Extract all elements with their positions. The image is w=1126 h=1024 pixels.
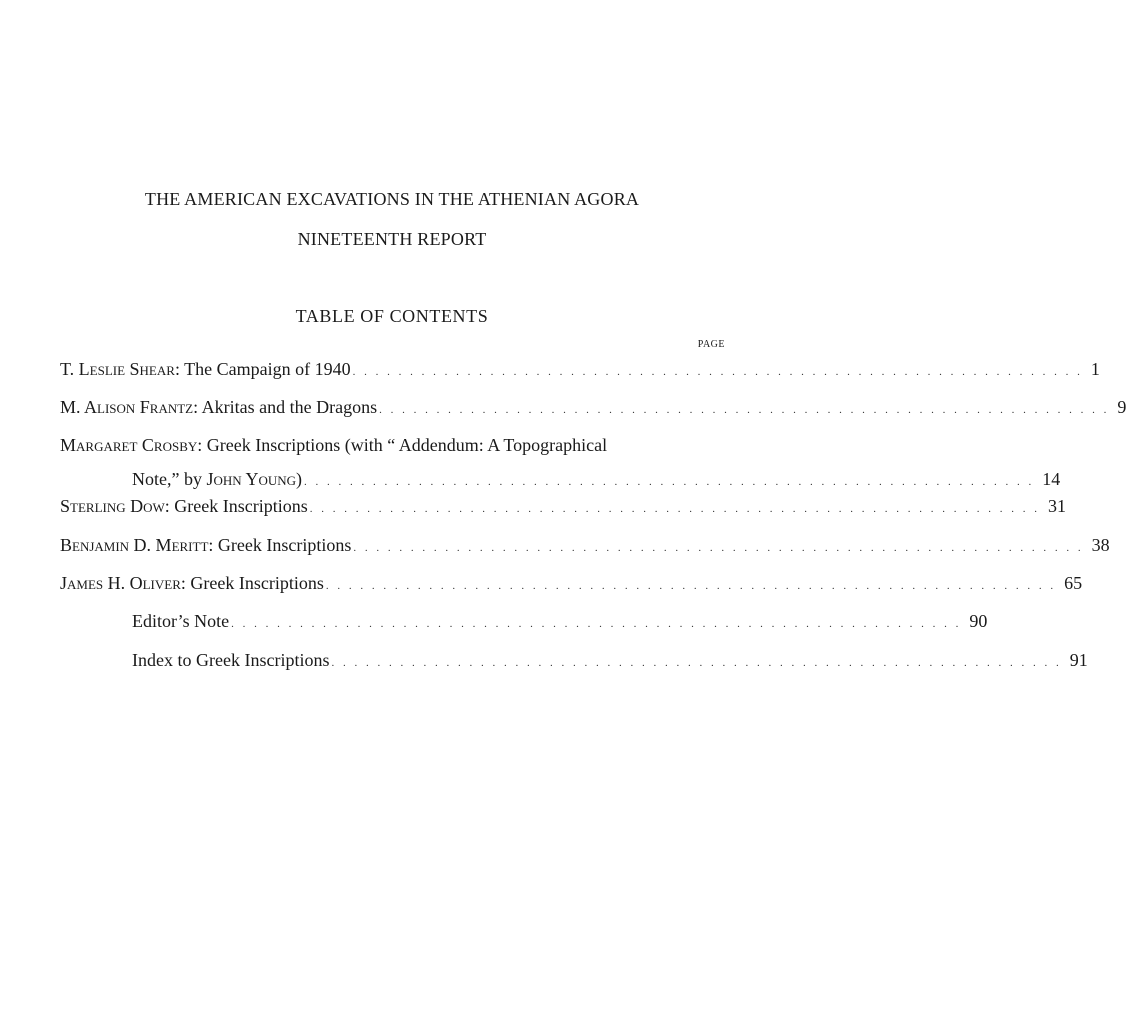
leader-dots: . . . . . . . . . . . . . . . . . . . . . . . . . . . . . . . . . . . . . . . . . . . . . . . . . . . . . . . . . . . . . . . .: [309, 503, 1041, 515]
entry-page-number: 1: [1090, 359, 1100, 379]
entry-title: Greek Inscriptions: [217, 535, 352, 555]
entry-page-number: 91: [1069, 650, 1088, 670]
entry-page-number: 31: [1048, 496, 1067, 516]
entry-separator: :: [180, 573, 191, 593]
toc-entry-shear[interactable]: [60, 357, 1100, 384]
report-number-title: NINETEENTH REPORT: [297, 229, 487, 249]
entry-separator: :: [208, 535, 218, 555]
entry-title: Index to Greek Inscriptions: [132, 650, 330, 670]
leader-dots: . . . . . . . . . . . . . . . . . . . . . . . . . . . . . . . . . . . . . . . . . . . . . . . . . . . . . . . . . . . . . . . .: [304, 476, 1035, 488]
leader-dots: . . . . . . . . . . . . . . . . . . . . . . . . . . . . . . . . . . . . . . . . . . . . . . . . . . . . . . . . . . . . . . . .: [231, 618, 962, 630]
entry-author: M. Alison Frantz: [60, 397, 194, 417]
entry-author: T. Leslie Shear: [60, 359, 175, 379]
entry-author: James H. Oliver: [60, 573, 181, 593]
entry-title-continued: Note,” by: [132, 469, 207, 489]
entry-separator: :: [174, 359, 185, 379]
entry-page-number: 14: [1042, 469, 1061, 489]
entry-author: Margaret Crosby: [60, 435, 198, 455]
entry-author: Benjamin D. Meritt: [60, 535, 209, 555]
entry-author: Sterling Dow: [60, 496, 165, 516]
entry-title: Akritas and the Dragons: [201, 397, 378, 417]
entry-separator: :: [197, 435, 207, 455]
toc-entry-meritt[interactable]: [60, 533, 1110, 560]
entry-title-end: ): [296, 469, 303, 489]
entry-page-number: 38: [1091, 535, 1110, 555]
toc-entry-editors-note[interactable]: [60, 609, 988, 636]
entry-title: Greek Inscriptions (with “ Addendum: A Topographical: [206, 435, 608, 455]
report-series-title: THE AMERICAN EXCAVATIONS IN THE ATHENIAN AGORA: [144, 189, 640, 209]
leader-dots: . . . . . . . . . . . . . . . . . . . . . . . . . . . . . . . . . . . . . . . . . . . . . . . . . . . . . . . . . . . . . . . .: [352, 366, 1083, 378]
entry-page-number: 65: [1064, 573, 1083, 593]
leader-dots: . . . . . . . . . . . . . . . . . . . . . . . . . . . . . . . . . . . . . . . . . . . . . . . . . . . . . . . . . . . . . . . .: [331, 657, 1062, 669]
toc-entry-dow[interactable]: [60, 494, 1067, 521]
leader-dots: . . . . . . . . . . . . . . . . . . . . . . . . . . . . . . . . . . . . . . . . . . . . . . . . . . . . . . . . . . . . . . . .: [353, 542, 1084, 554]
entry-coauthor: John Young: [206, 469, 297, 489]
entry-page-number: 90: [969, 611, 988, 631]
toc-entry-crosby[interactable]: [60, 433, 1061, 494]
entry-page-number: 9: [1117, 397, 1126, 417]
leader-dots: . . . . . . . . . . . . . . . . . . . . . . . . . . . . . . . . . . . . . . . . . . . . . . . . . . . . . . . . . . . . . . . .: [379, 404, 1110, 416]
entry-title: Greek Inscriptions: [174, 496, 308, 516]
page-column-label: PAGE: [697, 339, 725, 350]
entry-separator: :: [164, 496, 175, 516]
entry-title: The Campaign of 1940: [184, 359, 351, 379]
toc-entry-index[interactable]: [60, 648, 1088, 675]
entry-separator: :: [193, 397, 202, 417]
toc-entry-frantz[interactable]: [60, 395, 1126, 422]
entry-title: Greek Inscriptions: [190, 573, 324, 593]
entry-title: Editor’s Note: [132, 611, 230, 631]
leader-dots: . . . . . . . . . . . . . . . . . . . . . . . . . . . . . . . . . . . . . . . . . . . . . . . . . . . . . . . . . . . . . . . .: [325, 580, 1057, 592]
toc-heading: TABLE OF CONTENTS: [295, 306, 489, 326]
toc-entry-oliver[interactable]: [60, 571, 1083, 598]
